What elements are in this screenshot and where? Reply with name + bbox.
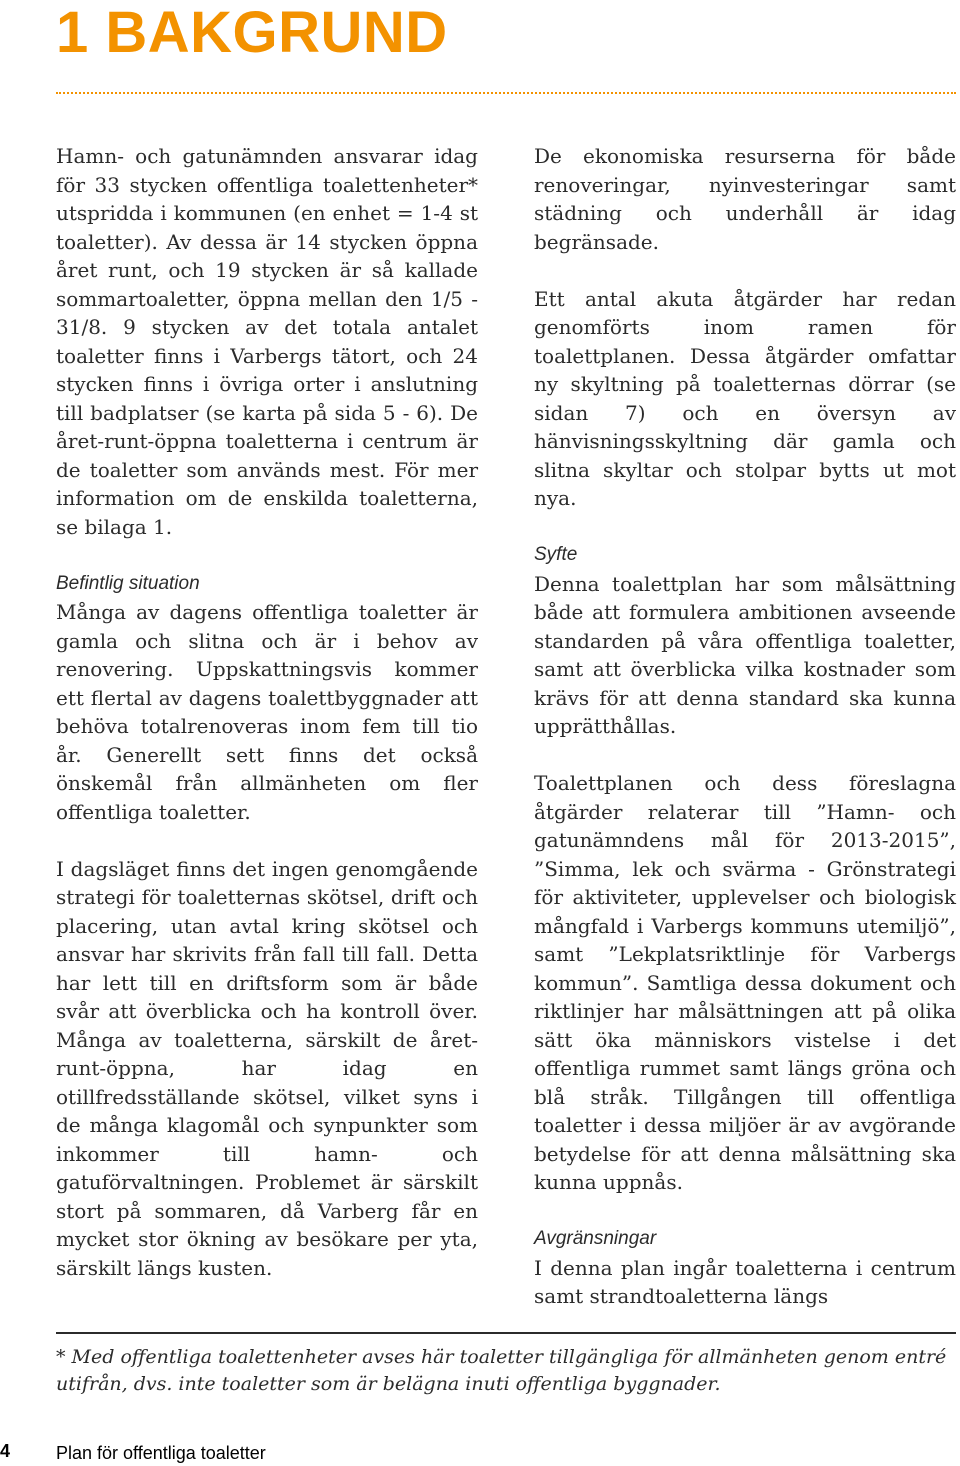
page-number: 4 <box>0 1441 11 1461</box>
section-heading-avgransningar: Avgränsningar <box>534 1228 657 1249</box>
actions-paragraph: Ett antal akuta åtgärder har redan genomförts inom ramen för toalettplanen. Dessa åtgärder omfattar ny skyltning på toaletternas dörrar (se sidan 7) och en översyn av hänvisningsskyltning där gamla och slitna skyltar och stolpar bytts ut mot nya. <box>534 286 956 510</box>
right-column <box>534 142 956 1311</box>
relations-paragraph: Toalettplanen och dess föreslagna åtgärder relaterar till ”Hamn- och gatunämndens mål för 2013-2015”, ”Simma, lek och svärma - Grönstrategi för aktiviteter, upplevelser och biologisk mångfald i Varbergs kommuns utemiljö”, samt ”Lekplatsriktlinje för Varbergs kommun”. Samtliga dessa dokument och riktlinjer har målsättningen att på olika sätt öka människors vistelse i det offentliga rummet samt längs gröna och blå stråk. Tillgången till offentliga toaletter i dessa miljöer är av avgörande betydelse för att denna målsättning ska kunna uppnås. <box>534 771 956 1194</box>
resources-paragraph: De ekonomiska resurserna för både renoveringar, nyinvesteringar samt städning och underhåll är idag begränsade. <box>534 144 956 254</box>
strategy-paragraph: I dagsläget finns det ingen genomgående strategi för toaletternas skötsel, drift och placering, utan avtal kring skötsel och ansvar har skrivits från fall till fall. Detta har lett till en driftsform som är både svår att överblicka och ha kontroll över. Många av toaletterna, särskilt de året-runt-öppna, har idag en otillfredsställande skötsel, vilket syns i de många klagomål och synpunkter som inkommer till hamn- och gatuförvaltningen. Problemet är särskilt stort på sommaren, då Varberg får en mycket stor ökning av besökare per yta, särskilt längs kusten. <box>56 856 478 1280</box>
left-column <box>56 142 478 1282</box>
chapter-title: 1 BAKGRUND <box>56 0 448 65</box>
avgransningar-paragraph: I denna plan ingår toaletterna i centrum samt strandtoaletterna längs <box>534 1255 956 1308</box>
footnote: * Med offentliga toalettenheter avses här toaletter tillgängliga för allmänheten genom entré utifrån, dvs. inte toaletter som är belägna inuti offentliga byggnader. <box>56 1346 947 1395</box>
befintlig-paragraph: Många av dagens offentliga toaletter är gamla och slitna och är i behov av renovering. Uppskattningsvis kommer ett flertal av dagens toalettbyggnader att behöva totalrenoveras inom fem till tio år. Generellt sett finns det också önskemål från allmänheten om fler offentliga toaletter. <box>56 600 478 824</box>
section-heading-befintlig-situation: Befintlig situation <box>56 572 200 594</box>
title-divider <box>56 92 956 94</box>
section-heading-syfte: Syfte <box>534 544 578 565</box>
intro-paragraph: Hamn- och gatunämnden ansvarar idag för 33 stycken offentliga toalettenheter* utspridda i kommunen (en enhet = 1-4 st toaletter). Av dessa är 14 stycken öppna året runt, och 19 stycken är så kallade sommartoaletter, öppna mellan den 1/5 - 31/8. 9 stycken av det totala antalet toaletter finns i Varbergs tätort, och 24 stycken finns i övriga orter i anslutning till badplatser (se karta på sida 5 - 6). De året-runt-öppna toaletterna i centrum är de toaletter som används mest. För mer information om de enskilda toaletterna, se bilaga 1. <box>56 144 478 539</box>
footnote-divider <box>56 1332 956 1334</box>
running-title: Plan för offentliga toaletter <box>56 1443 266 1463</box>
syfte-paragraph: Denna toalettplan har som målsättning både att formulera ambitionen avseende standarden på våra offentliga toaletter, samt att överblicka vilka kostnader som krävs för att denna standard ska kunna upprätthållas. <box>534 571 956 738</box>
